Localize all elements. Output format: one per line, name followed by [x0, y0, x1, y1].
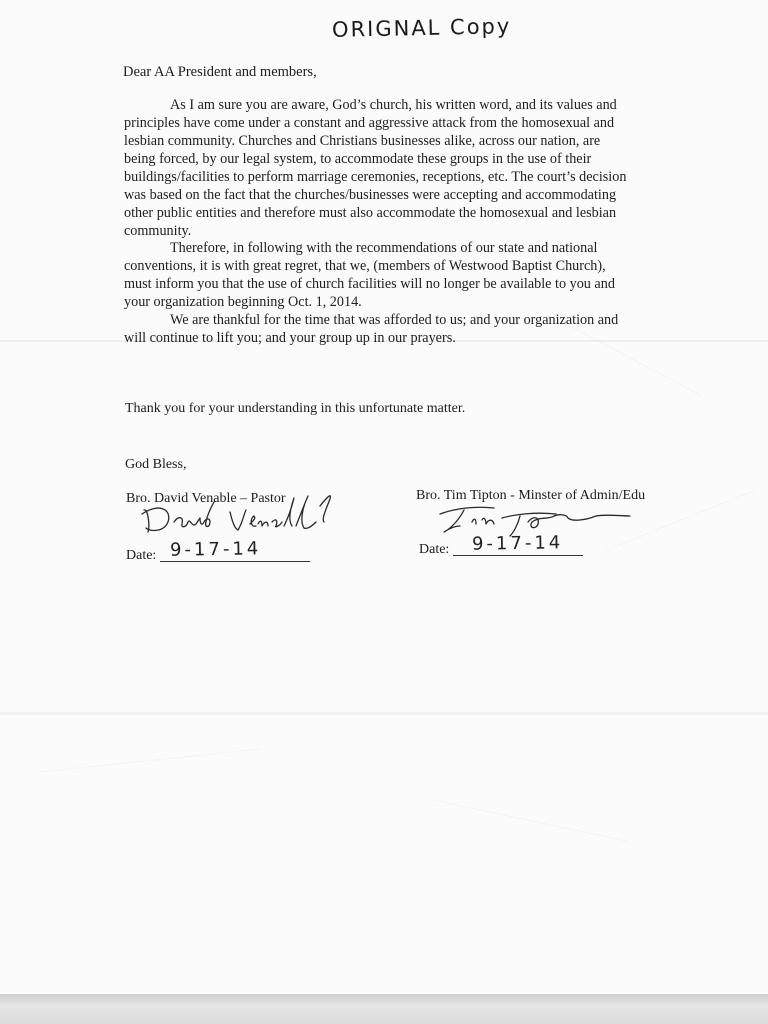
- date-label: Date:: [419, 542, 450, 557]
- body-line: buildings/facilities to perform marriage ceremonies, receptions, etc. The court’s decision: [124, 169, 627, 185]
- handwritten-signature: [138, 488, 358, 538]
- paper-wrinkle: [432, 799, 628, 842]
- handwritten-date: 9-17-14: [169, 538, 262, 561]
- signatory-label: Bro. David Venable – Pastor: [126, 491, 286, 506]
- body-line: principles have come under a constant and aggressive attack from the homosexual and: [124, 115, 615, 131]
- body-line: conventions, it is with great regret, that we, (members of Westwood Baptist Church),: [124, 258, 606, 274]
- handwritten-header-note: ORIGNAL Copy: [331, 14, 512, 42]
- body-line: will continue to lift you; and your group up in our prayers.: [124, 330, 456, 346]
- body-line: being forced, by our legal system, to accommodate these groups in the use of their: [124, 151, 592, 167]
- handwritten-date: 9-17-14: [471, 532, 564, 555]
- signatory-label: Bro. Tim Tipton - Minster of Admin/Edu: [416, 488, 646, 503]
- body-line: We are thankful for the time that was afforded to us; and your organization and: [170, 312, 619, 328]
- body-line: other public entities and therefore must also accommodate the homosexual and lesbian: [124, 205, 617, 221]
- date-underline: [160, 561, 310, 562]
- paper-crease: [0, 712, 768, 715]
- body-line: your organization beginning Oct. 1, 2014.: [124, 294, 362, 310]
- body-line: was based on the fact that the churches/businesses were accepting and accommodating: [124, 187, 617, 203]
- scanner-edge: [0, 994, 768, 1024]
- date-label: Date:: [126, 548, 157, 563]
- body-line: As I am sure you are aware, God’s church, his written word, and its values and: [170, 97, 617, 113]
- paper-wrinkle: [41, 749, 260, 773]
- body-line: must inform you that the use of church facilities will no longer be available to you and: [124, 276, 615, 292]
- body-line: community.: [124, 223, 192, 239]
- salutation: Dear AA President and members,: [123, 64, 317, 80]
- closing: God Bless,: [125, 457, 187, 472]
- date-underline: [453, 555, 583, 556]
- body-line: Therefore, in following with the recommendations of our state and national: [170, 240, 598, 256]
- thanks-line: Thank you for your understanding in this unfortunate matter.: [125, 401, 466, 416]
- paper-wrinkle: [569, 325, 702, 396]
- body-line: lesbian community. Churches and Christians businesses alike, across our nation, are: [124, 133, 601, 149]
